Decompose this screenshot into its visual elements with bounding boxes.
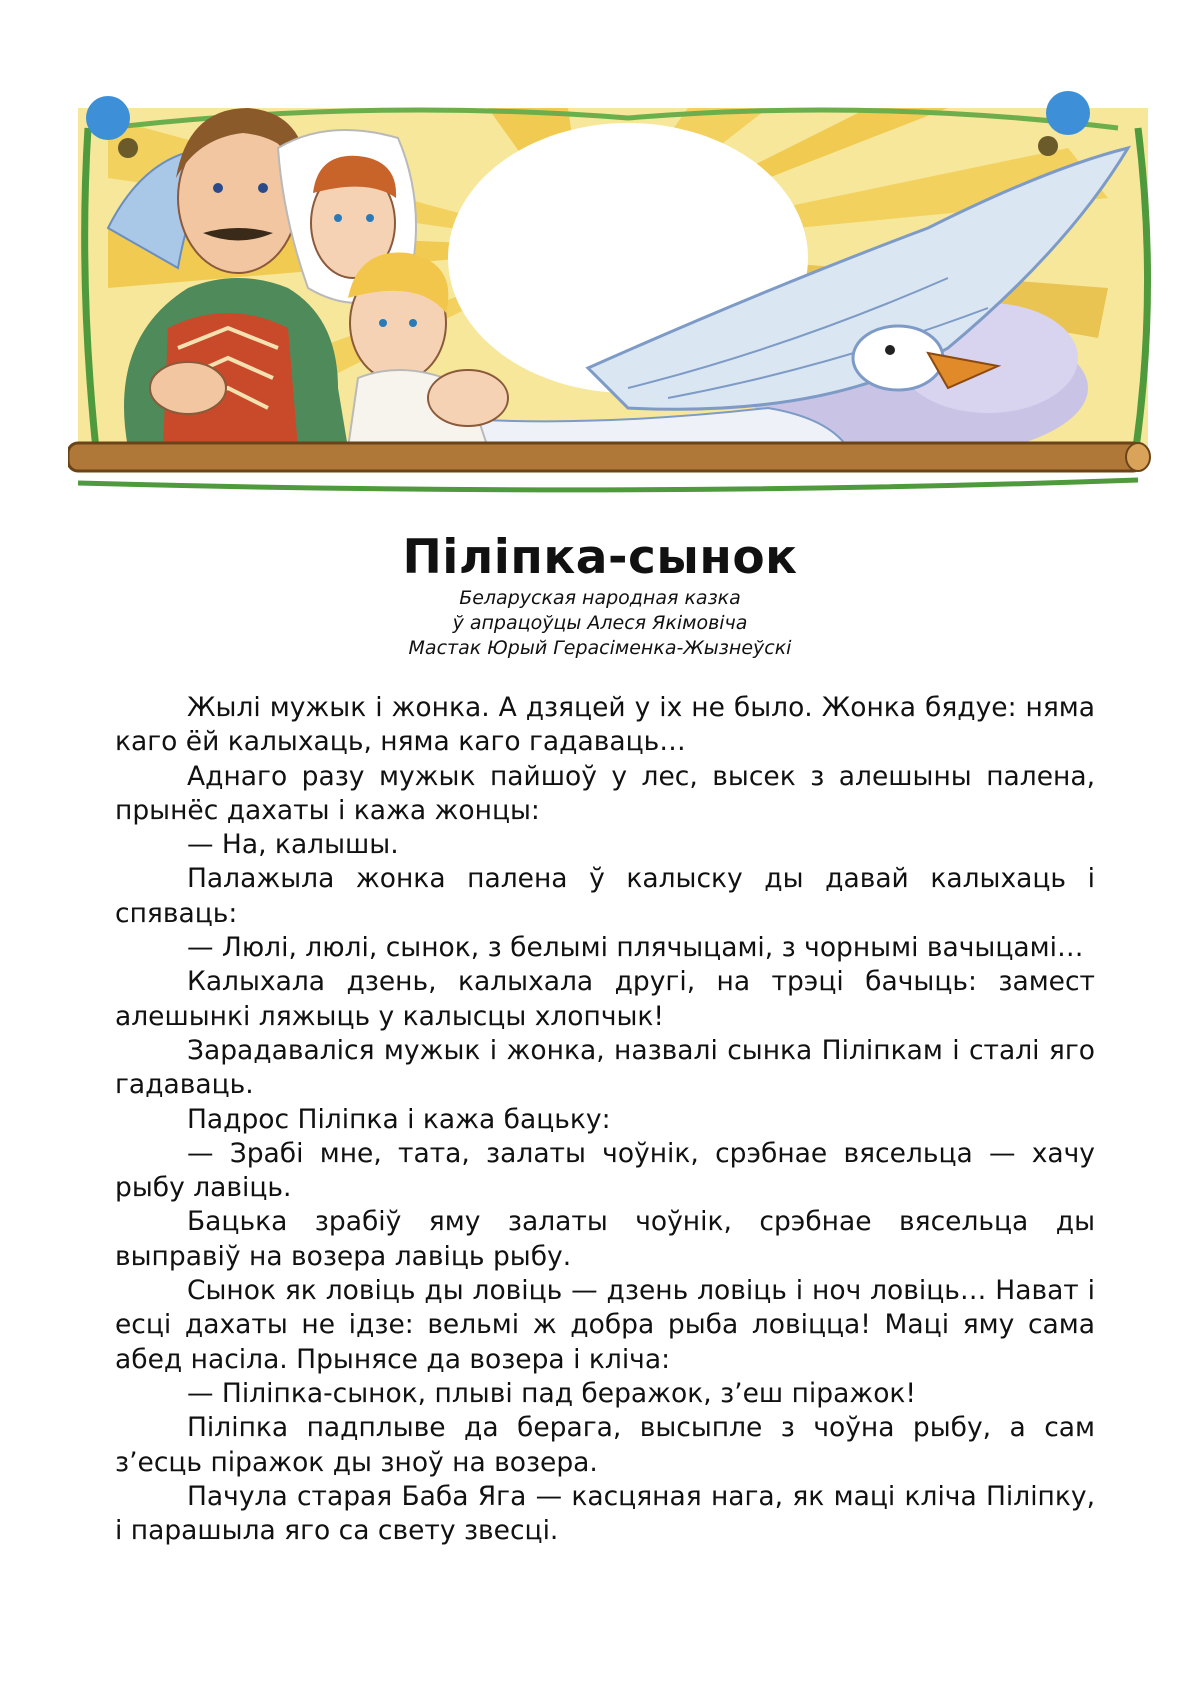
subtitle-adaptation: ў апрацоўцы Алеся Якімовіча <box>452 612 748 634</box>
paragraph: Аднаго разу мужык пайшоў у лес, высек з алешыны палена, прынёс дахаты і кажа жонцы: <box>115 760 1095 826</box>
subtitle-illustrator: Мастак Юрый Герасіменка-Жызнеўскі <box>408 637 792 659</box>
paragraph: Бацька зрабіў яму залаты чоўнік, срэбнае вясельца ды выправіў на возера лавіць рыбу. <box>115 1206 1095 1272</box>
paragraph: Зарадаваліся мужык і жонка, назвалі сынка Піліпкам і сталі яго гадаваць. <box>115 1034 1095 1101</box>
paragraph: Калыхала дзень, калыхала другі, на трэці бачыць: замест алешынкі ляжыць у калысцы хлопчык! <box>115 966 1095 1032</box>
story-title: Піліпка-сынок <box>402 530 798 585</box>
paragraph: Палажыла жонка палена ў калыску ды давай калыхаць і спяваць: <box>115 863 1095 929</box>
paragraph: Сынок як ловіць ды ловіць — дзень ловіць і ноч ловіць… Нават і есці дахаты не ідзе: вельмі ж добра рыба ловіцца! Маці яму сама абед насіла. Прынясе да возера і кліча: <box>115 1275 1095 1375</box>
paragraph: — Піліпка-сынок, плыві пад беражок, з’еш пiражок! <box>187 1377 917 1409</box>
header-illustration <box>68 88 1176 510</box>
paragraph: Жылі мужык і жонка. А дзяцей у іх не было. Жонка бядуе: няма каго ёй калыхаць, няма каго гадаваць… <box>115 692 1095 758</box>
paragraph: Падрос Піліпка і кажа бацьку: <box>187 1103 611 1135</box>
story-body <box>115 691 1095 1548</box>
paragraph: — Зрабі мне, тата, залаты чоўнік, срэбнае вясельца — хачу рыбу лавіць. <box>115 1137 1095 1204</box>
paragraph: — Люлі, люлі, сынок, з белымі плячыцамі, з чорнымі вачыцамі… <box>187 932 1084 964</box>
paragraph: Пачула старая Баба Яга — касцяная нага, як маці кліча Піліпку, і парашыла яго са свету звесці. <box>115 1480 1095 1547</box>
paragraph: Піліпка падплыве да берага, высыпле з чоўна рыбу, а сам з’есць пiражок ды зноў на возера. <box>115 1412 1095 1478</box>
subtitle-genre: Беларуская народная казка <box>459 587 741 609</box>
paragraph: — На, калышы. <box>187 829 399 861</box>
